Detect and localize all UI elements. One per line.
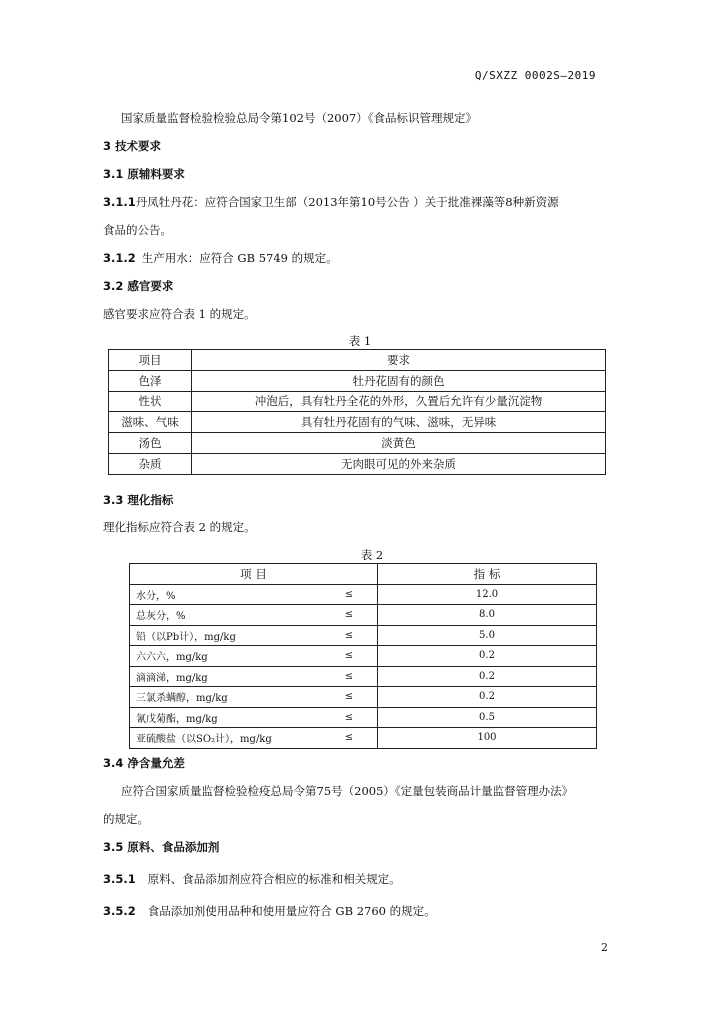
- reference-line: 国家质量监督检验检验总局令第102号（2007）《食品标识管理规定》: [121, 111, 477, 125]
- table-row: [130, 646, 597, 667]
- table-row: [109, 370, 606, 391]
- clause-number: 3.5.2: [103, 904, 136, 918]
- section-3-3-text: 理化指标应符合表 2 的规定。: [103, 520, 256, 534]
- table-cell: ≤: [321, 687, 378, 708]
- table-cell: 12.0: [378, 584, 597, 605]
- clause-number: 3.1.1: [103, 195, 136, 209]
- section-3-5-heading: 3.5 原料、食品添加剂: [103, 840, 220, 854]
- table-2-physicochemical: [129, 563, 597, 749]
- table-row: [109, 391, 606, 412]
- table-row: [130, 707, 597, 728]
- clause-text: 食品添加剂使用品种和使用量应符合 GB 2760 的规定。: [147, 904, 436, 918]
- paragraph-3-5-2: [103, 903, 436, 919]
- table-cell: ≤: [321, 584, 378, 605]
- table-header-row: [130, 564, 597, 585]
- table-row: [130, 625, 597, 646]
- table-row: [130, 728, 597, 749]
- table-row: [109, 433, 606, 454]
- table-cell: 牡丹花固有的颜色: [192, 370, 606, 391]
- table-row: [130, 584, 597, 605]
- table-cell: 100: [378, 728, 597, 749]
- table-cell: 0.2: [378, 646, 597, 667]
- table-cell: 滋味、气味: [109, 412, 192, 433]
- table-header-cell: 项 目: [130, 564, 378, 585]
- clause-number: 3.5.1: [103, 872, 136, 886]
- table-row: [130, 666, 597, 687]
- table-cell: 性状: [109, 391, 192, 412]
- paragraph-3-1-1: [103, 194, 559, 210]
- clause-text: 原料、食品添加剂应符合相应的标准和相关规定。: [147, 872, 401, 886]
- section-3-3-heading: 3.3 理化指标: [103, 493, 174, 507]
- section-3-1-heading: 3.1 原辅料要求: [103, 167, 185, 181]
- table-cell: 0.5: [378, 707, 597, 728]
- clause-text: 丹凤牡丹花：应符合国家卫生部（2013年第10号公告 ）关于批准裸藻等8种新资源: [135, 195, 559, 209]
- table-row: [109, 453, 606, 474]
- page-number: 2: [601, 941, 608, 954]
- table-header-row: [109, 350, 606, 371]
- table-header-cell: 项目: [109, 350, 192, 371]
- table-cell: 淡黄色: [192, 433, 606, 454]
- table-cell: ≤: [321, 646, 378, 667]
- table-cell: 氰戊菊酯，mg/kg: [130, 707, 322, 728]
- table-2-caption: 表 2: [360, 548, 384, 562]
- paragraph-3-1-1-cont: 食品的公告。: [103, 223, 172, 237]
- table-cell: ≤: [321, 666, 378, 687]
- table-row: [130, 605, 597, 626]
- table-cell: 0.2: [378, 666, 597, 687]
- table-cell: 无肉眼可见的外来杂质: [192, 453, 606, 474]
- table-row: [130, 687, 597, 708]
- table-cell: 冲泡后，具有牡丹全花的外形，久置后允许有少量沉淀物: [192, 391, 606, 412]
- table-cell: 8.0: [378, 605, 597, 626]
- section-3-4-text: 应符合国家质量监督检验检疫总局令第75号（2005）《定量包装商品计量监督管理办法》: [121, 784, 574, 798]
- table-1-caption: 表 1: [348, 334, 372, 348]
- table-cell: ≤: [321, 625, 378, 646]
- table-cell: 铅（以Pb计），mg/kg: [130, 625, 322, 646]
- table-cell: 滴滴涕，mg/kg: [130, 666, 322, 687]
- table-cell: 杂质: [109, 453, 192, 474]
- table-row: [109, 412, 606, 433]
- section-3-4-text-cont: 的规定。: [103, 812, 149, 826]
- table-cell: 总灰分，%: [130, 605, 322, 626]
- table-cell: 0.2: [378, 687, 597, 708]
- paragraph-3-5-1: [103, 871, 401, 887]
- table-cell: ≤: [321, 728, 378, 749]
- section-3-heading: 3 技术要求: [103, 139, 162, 153]
- table-cell: 色泽: [109, 370, 192, 391]
- table-cell: ≤: [321, 605, 378, 626]
- table-cell: 汤色: [109, 433, 192, 454]
- table-cell: 5.0: [378, 625, 597, 646]
- table-cell: 具有牡丹花固有的气味、滋味，无异味: [192, 412, 606, 433]
- clause-number: 3.1.2: [103, 251, 136, 265]
- section-3-2-heading: 3.2 感官要求: [103, 279, 174, 293]
- table-cell: 三氯杀螨醇，mg/kg: [130, 687, 322, 708]
- table-header-cell: 要求: [192, 350, 606, 371]
- document-code: Q/SXZZ 0002S—2019: [474, 69, 596, 82]
- clause-text: 生产用水：应符合 GB 5749 的规定。: [141, 251, 338, 265]
- section-3-2-text: 感官要求应符合表 1 的规定。: [103, 307, 256, 321]
- table-cell: ≤: [321, 707, 378, 728]
- table-cell: 水分，%: [130, 584, 322, 605]
- table-cell: 六六六，mg/kg: [130, 646, 322, 667]
- table-1-sensory: [108, 349, 606, 475]
- section-3-4-heading: 3.4 净含量允差: [103, 756, 185, 770]
- table-header-cell: 指 标: [378, 564, 597, 585]
- paragraph-3-1-2: [103, 250, 338, 266]
- table-cell: 亚硫酸盐（以SO₂计），mg/kg: [130, 728, 322, 749]
